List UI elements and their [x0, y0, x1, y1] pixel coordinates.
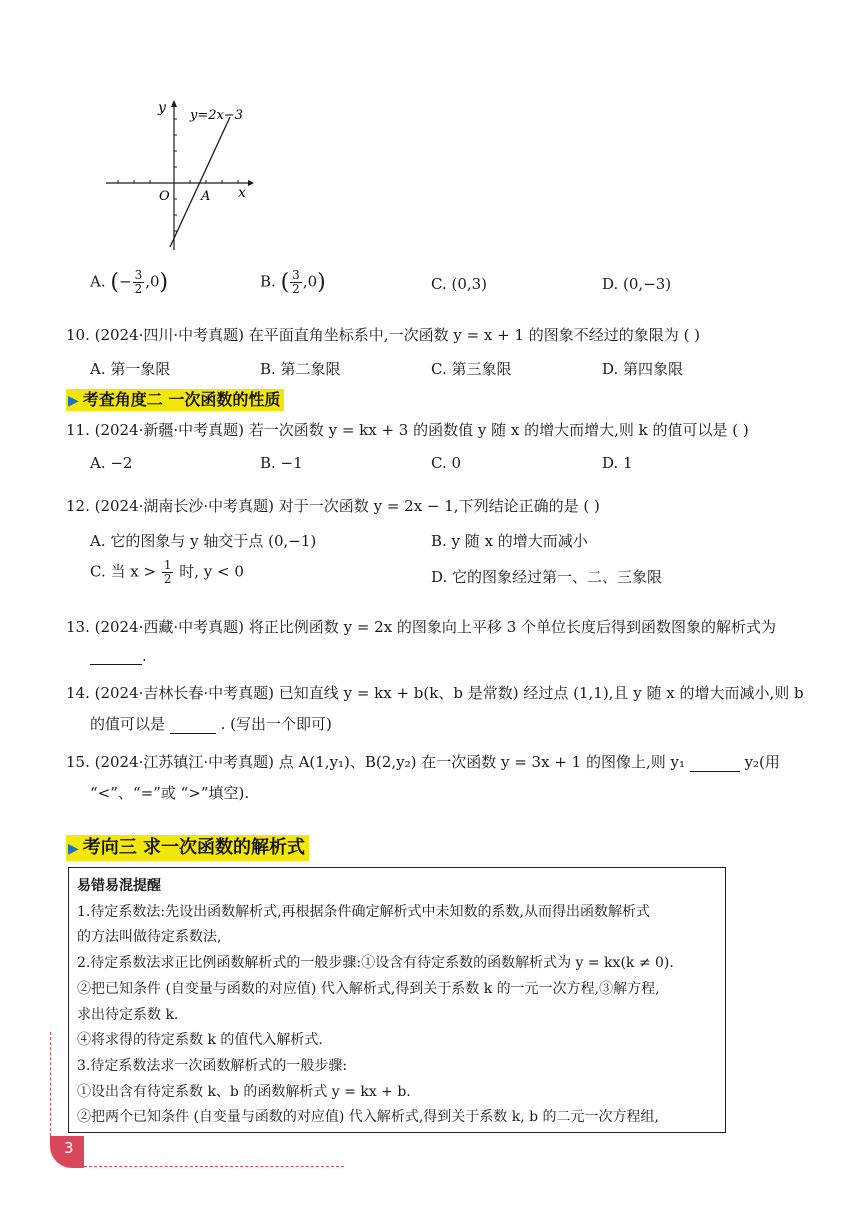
- q9-option-a[interactable]: A. (− $\frac{3}{2}$ ,0): [90, 268, 169, 296]
- graph-line-label: y=2x−3: [190, 108, 244, 123]
- q10-option-d[interactable]: D. 第四象限: [602, 360, 684, 378]
- q9-option-c[interactable]: C. (0,3): [431, 275, 488, 293]
- q12-option-b[interactable]: B. y 随 x 的增大而减小: [431, 532, 588, 550]
- q14-answer-blank[interactable]: [170, 717, 216, 734]
- q12-option-a[interactable]: A. 它的图象与 y 轴交于点 (0,−1): [90, 532, 317, 550]
- fraction: $\frac{3}{2}$: [292, 268, 300, 296]
- q10-option-c[interactable]: C. 第三象限: [431, 360, 512, 378]
- play-triangle-icon: ▶: [68, 393, 79, 409]
- tip-box-title: 易错易混提醒: [77, 878, 161, 894]
- q11-option-a[interactable]: A. −2: [90, 454, 133, 472]
- q14-stem: 14. (2024·吉林长春·中考真题) 已知直线 y = kx + b(k、b 是常数) 经过点 (1,1),且 y 随 x 的增大而减小,则 b: [66, 684, 804, 702]
- tip-line: ②把已知条件 (自变量与函数的对应值) 代入解析式,得到关于系数 k 的一元一次方程,③解方程,: [77, 980, 660, 997]
- q10-option-a[interactable]: A. 第一象限: [90, 360, 171, 378]
- q9-option-b[interactable]: B. ( $\frac{3}{2}$ ,0): [260, 268, 326, 296]
- section-header-angle-2: ▶ 考查角度二 一次函数的性质: [66, 389, 284, 411]
- graph-y-label: y: [158, 100, 166, 116]
- q10-stem: 10. (2024·四川·中考真题) 在平面直角坐标系中,一次函数 y = x + 1 的图象不经过的象限为 ( ): [66, 326, 701, 344]
- tip-line: ①设出含有待定系数 k、b 的函数解析式 y = kx + b.: [77, 1083, 411, 1100]
- graph-point-label: A: [201, 189, 211, 204]
- graph-origin-label: O: [159, 189, 170, 204]
- q13-answer-line[interactable]: .: [90, 647, 147, 665]
- graph-x-label: x: [238, 185, 246, 201]
- fraction: $\frac{3}{2}$: [134, 268, 143, 296]
- tip-line: ④将求得的待定系数 k 的值代入解析式.: [77, 1032, 323, 1049]
- tip-line: 的方法叫做待定系数法,: [77, 929, 222, 946]
- q9-option-d[interactable]: D. (0,−3): [602, 275, 672, 293]
- page-margin-dashes-vertical: [50, 1032, 51, 1136]
- q15-answer-blank[interactable]: [690, 755, 740, 772]
- q11-option-d[interactable]: D. 1: [602, 454, 633, 472]
- section-header-direction-3: ▶ 考向三 求一次函数的解析式: [66, 835, 309, 861]
- q12-stem: 12. (2024·湖南长沙·中考真题) 对于一次函数 y = 2x − 1,下列结论正确的是 ( ): [66, 497, 600, 515]
- q12-option-d[interactable]: D. 它的图象经过第一、二、三象限: [431, 568, 663, 586]
- graph-line: [170, 117, 230, 247]
- q12-option-c[interactable]: C. 当 x > $\frac{1}{2}$ 时, y < 0: [90, 558, 244, 586]
- page-margin-dashes-horizontal: [84, 1166, 344, 1167]
- q15-stem-line: 15. (2024·江苏镇江·中考真题) 点 A(1,y₁)、B(2,y₂) 在一次函数 y = 3x + 1 的图像上,则 y₁ y₂(用: [66, 753, 780, 771]
- fraction: $\frac{1}{2}$: [163, 558, 172, 586]
- q10-option-b[interactable]: B. 第二象限: [260, 360, 341, 378]
- tip-line: ②把两个已知条件 (自变量与函数的对应值) 代入解析式,得到关于系数 k, b 的二元一次方程组,: [77, 1109, 659, 1126]
- q11-option-b[interactable]: B. −1: [260, 454, 303, 472]
- tip-line: 求出待定系数 k.: [77, 1006, 179, 1023]
- q11-option-c[interactable]: C. 0: [431, 454, 462, 472]
- q15-line2: “<”、“=”或 “>”填空).: [90, 784, 250, 802]
- tip-line: 1.待定系数法:先设出函数解析式,再根据条件确定解析式中未知数的系数,从而得出函数解析式: [77, 903, 650, 920]
- page-number: 3: [64, 1139, 74, 1157]
- tip-line: 3.待定系数法求一次函数解析式的一般步骤:: [77, 1057, 348, 1074]
- q11-stem: 11. (2024·新疆·中考真题) 若一次函数 y = kx + 3 的函数值 y 随 x 的增大而增大,则 k 的值可以是 ( ): [66, 421, 749, 439]
- q14-line2: 的值可以是 . (写出一个即可): [90, 715, 332, 733]
- tip-line: 2.待定系数法求正比例函数解析式的一般步骤:①设含有待定系数的函数解析式为 y = kx(k ≠ 0).: [77, 955, 674, 972]
- linear-function-graph: [100, 95, 260, 255]
- tip-box: [68, 867, 726, 1133]
- play-triangle-icon: ▶: [68, 841, 79, 857]
- q13-stem: 13. (2024·西藏·中考真题) 将正比例函数 y = 2x 的图象向上平移 3 个单位长度后得到函数图象的解析式为: [66, 618, 777, 636]
